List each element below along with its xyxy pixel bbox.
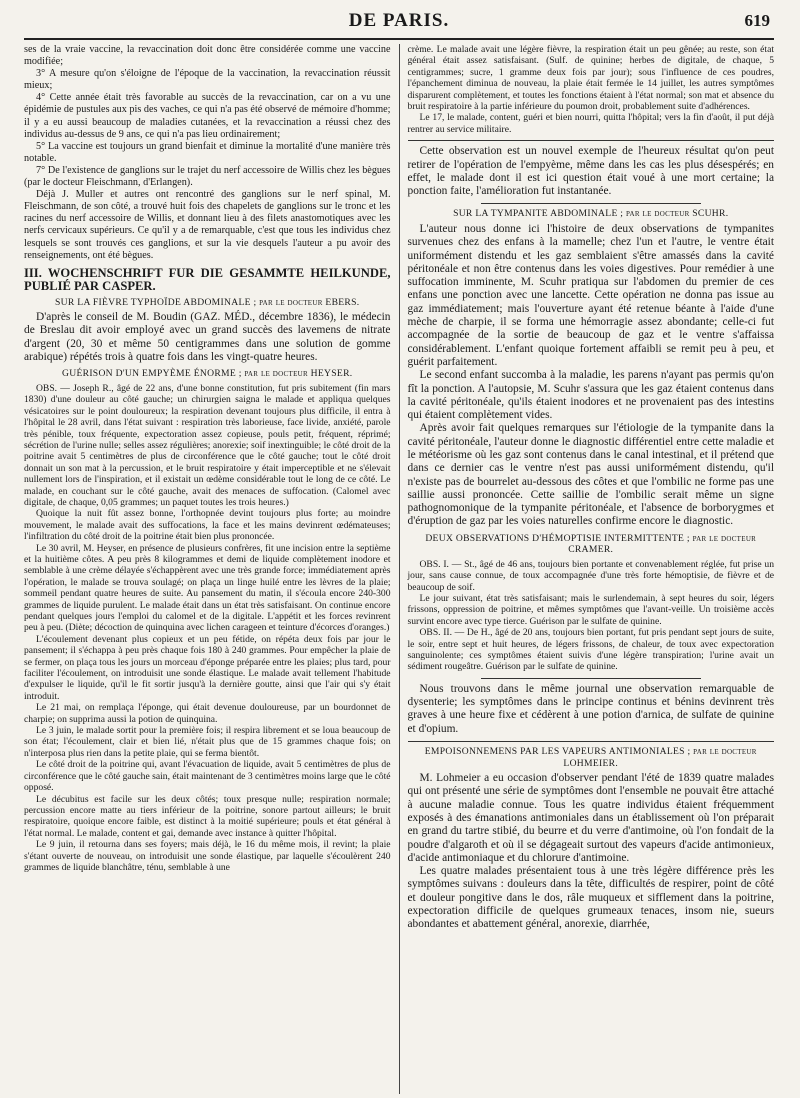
paragraph: 5° La vaccine est toujours un grand bienfait et diminue la mortalité d'une manière très notable. [24, 140, 391, 164]
observation-text: — De H., âgé de 20 ans, toujours bien portant, fut pris pendant sept jours de suite, le soir, entre sept et huit heures, de légers frissons, de chaleur, de toux avec expectoration sanguinolente; ces symptômes étaient suivis d'une légère transpiration; l'urine avait un sédiment rougeâtre. Guérison par le sulfate de quinine. [407, 627, 774, 673]
left-column [24, 44, 399, 1094]
paragraph: Le 17, le malade, content, guéri et bien nourri, quitta l'hôpital; vers la fin d'août, il put déjà rentrer au service militaire. [407, 112, 774, 135]
paragraph: D'après le conseil de M. Boudin (GAZ. MÉD., décembre 1836), le médecin de Breslau dit avoir employé avec un grand succès des lavemens de nitrate d'argent (20, 30 et même 50 centigrammes dans une solution de gomme arabique) répétés trois à quatre fois dans les vingt-quatre heures. [24, 311, 391, 364]
observation-paragraph [408, 559, 775, 593]
text-columns [24, 44, 774, 1094]
page-number: 619 [744, 11, 770, 30]
observation-label: OBS. [36, 382, 58, 394]
paragraph: Le 9 juin, il retourna dans ses foyers; mais déjà, le 16 du même mois, il revint; la plaie s'étant ouverte de nouveau, on introduisit une sonde élastique, par laquelle s'écoulèrent 240 grammes de liquide blanchâtre, ténu, semblable à une [24, 839, 391, 873]
paragraph: ses de la vraie vaccine, la revaccination doit donc être considérée comme une vaccine modifiée; [24, 44, 391, 68]
article-subheading: EMPOISONNEMENS PAR LES VAPEURS ANTIMONIALES ; par le docteur LOHMEIER. [424, 746, 757, 769]
paragraph: Le 3 juin, le malade sortit pour la première fois; il respira librement et se loua beaucoup de son état; l'écoulement, clair et bien lié, n'était plus que de 15 grammes chaque fois; on n'interposa plus rien dans la petite plaie, qui se ferma bientôt. [24, 725, 391, 759]
paragraph: 4° Cette année était très favorable au succès de la revaccination, car on a vu une épidémie de pustules aux pis des vaches, ce qui n'a pas été observé de mémoire d'homme; il y a eu aussi beaucoup de maladies cutanées, et la revaccination a réussi chez des individus au-dessus de 9 ans, ce qui n'a pas lieu ordinairement; [24, 92, 391, 140]
right-column [399, 44, 775, 1094]
paragraph: Le 21 mai, on remplaça l'éponge, qui était devenue douloureuse, par un bourdonnet de charpie; on supprima aussi la potion de quinquina. [24, 702, 391, 725]
observation-text: — Joseph R., âgé de 22 ans, d'une bonne constitution, fut pris subitement (fin mars 1830) d'une douleur au côté gauche; un chirurgien saigna le malade et appliqua quelques vésicatoires sur le point douloureux; la respiration devenant toujours plus difficile, il entra à l'hôpital le 28 avril, dans l'état suivant : respiration très laborieuse, face livide, anxiété, parole très pénible, toux fréquente, expectoration assez copieuse, pouls petit, fréquent, réprimé; sécrétion de l'urine nulle; selles assez régulières; anorexie; soif inextinguible; le côté droit de la poitrine avait 5 centimètres de plus de circonférence que le côté gauche; tout le côté droit donnait un son mat à la percussion, et le bruit respiratoire y était imperceptible et ne s'élevait nullement lors de l'inspiration, et il existait un œdème considérable tout le long de ce côté. Le malade, en couchant sur le côté gauche, avait des menaces de suffocation. (Calomel avec digitale, de chaque, 0,05 grammes; un paquet toutes les trois heures.) [24, 382, 391, 508]
paragraph: L'écoulement devenant plus copieux et un peu fétide, on répéta deux fois par jour le pansement; il s'échappa à peu près chaque fois 180 à 240 grammes. Pour empêcher la plaie de se fermer, on plaça tous les jours un morceau d'éponge préparée entre les plaies; plus tard, pour faciliter l'écoulement, on introduisit une sonde élastique. Le malade avait tellement l'habitude d'expulser le liquide, qu'il le fit sortir jusqu'à la dernière goutte, ainsi que l'air qui s'y était introduit. [24, 633, 391, 702]
page-title: DE PARIS. [348, 10, 450, 31]
paragraph: L'auteur nous donne ici l'histoire de deux observations de tympanites survenues chez des enfans à la mamelle; chez l'un et l'autre, le ventre était uniformément distendu et les gaz semblaient s'être amassés dans la cavité péritonéale et non être contenus dans les voies digestives. Pour remédier à une suffocation imminente, M. Scuhr pratiqua sur l'abdomen du premier de ces enfans une ponction avec une lancette. Cette opération ne donna pas issue au gaz immédiatement; mais l'ouverture ayant été retenue béante à l'aide d'une mèche de charpie, il se forma une hémorragie assez abondante; celle-ci fut accompagnée de la sortie de beaucoup de gaz et le ventre s'affaissa considérablement. L'enfant quoique fortement affaibli se remit peu à peu, et guérit parfaitement. [407, 222, 774, 368]
observation-label: OBS. II. [419, 627, 453, 639]
paragraph: Le second enfant succomba à la maladie, les parens n'ayant pas permis qu'on fît la ponction. A l'autopsie, M. Scuhr s'assura que les gaz étaient contenus dans la cavité péritonéale, qu'ils étaient inodores et ne provenaient pas des intestins qui étaient complètement vides. [407, 369, 774, 422]
paragraph: Le jour suivant, état très satisfaisant; mais le surlendemain, à sept heures du soir, légers frissons, oppression de poitrine, et mêmes symptômes que l'avant-veille. Un troisième accès survint encore avec type tierce. Guérison par le sulfate de quinine. [407, 592, 774, 627]
article-subheading: SUR LA FIÈVRE TYPHOÏDE ABDOMINALE ; par le docteur EBERS. [55, 296, 360, 308]
divider [481, 203, 701, 204]
divider [408, 741, 775, 742]
section-heading: III. WOCHENSCHRIFT FUR DIE GESAMMTE HEILKUNDE, PUBLIÉ PAR CASPER. [24, 265, 391, 293]
article-subheading: GUÉRISON D'UN EMPYÈME ÉNORME ; par le docteur HEYSER. [62, 368, 353, 380]
observation-label: OBS. I. [419, 558, 449, 570]
paragraph: M. Lohmeier a eu occasion d'observer pendant l'été de 1839 quatre malades qui ont présenté une série de symptômes dont l'ensemble ne pouvait être attaché à aucune maladie connue. Tous les quatre individus étaient fréquemment exposés à des émanations antimoniales dans un établissement où l'on préparait en grand du tartre stibié, du beurre et du verre d'antimoine, où l'on fondait de la poudre d'algaroth et où il se dégageait surtout des vapeurs d'acide antimonieux, d'acide antimoniaque et du chlorure d'antimoine. [407, 772, 774, 864]
paragraph: Les quatre malades présentaient tous à une très légère différence près les symptômes suivans : douleurs dans la tête, difficultés de respirer, point de côté et douleur pongitive dans le dos, râle muqueux et sifflement dans la poitrine, expectoration difficile de quelques grumeaux tenaces, insom nie, sueurs abondantes et abattement général, anorexie, diarrhée, [407, 865, 774, 931]
paragraph: Cette observation est un nouvel exemple de l'heureux résultat qu'on peut retirer de l'opération de l'empyème, même dans les cas les plus désespérés; en effet, le malade dont il est ici question était voué à une mort certaine; la ponction faite, l'amélioration fut instantanée. [407, 145, 774, 198]
paragraph: crème. Le malade avait une légère fièvre, la respiration était un peu gênée; au reste, son état général était assez satisfaisant. (Sulf. de quinine; herbes de digitale, de chaque, 5 centigrammes; sucre, 1 gramme deux fois par jour); sous l'influence de ces poudres, l'épanchement diminua de nouveau, la plaie était fermée le 14 juillet, les autres symptômes disparurent complètement, et toutes les fonctions étaient à l'état normal; son mat et absence du bruit respiratoire à la partie inférieure du poumon droit, probablement suite d'adhérences. [407, 44, 774, 113]
paragraph: Quoique la nuit fût assez bonne, l'orthopnée devint toujours plus forte; au moindre mouvement, le malade avait des suffocations, la face et les mains devinrent œdémateuses; l'infiltration du côté droit de la poitrine était bien plus prononcée. [24, 508, 391, 543]
paragraph: Le côté droit de la poitrine qui, avant l'évacuation de liquide, avait 5 centimètres de plus de circonférence que le côté gauche sain, était maintenant de 3 centimètres moins large que le côté opposé. [24, 759, 391, 794]
observation-paragraph [24, 383, 391, 508]
paragraph: Après avoir fait quelques remarques sur l'étiologie de la tympanite dans la cavité péritonéale, l'auteur donne le diagnostic différentiel entre cette maladie et le météorisme où les gaz sont contenus dans le canal intestinal, et il prétend que dans ce dernier cas le ventre n'est pas aussi uniformément distendu, qu'il n'existe pas de bourrelet au-dessous des côtes et que l'ombilic ne forme pas une saillie aussi prononcée. Cette saillie de l'ombilic serait même un signe pathognomonique de la tympanite péritonéale, et l'absence de borborygmes et d'éruption de gaz par les voies naturelles confirme encore le diagnostic. [407, 422, 774, 528]
paragraph: Le décubitus est facile sur les deux côtés; toux presque nulle; respiration normale; percussion encore matte au tiers inférieur de la poitrine, sonore partout ailleurs; le bruit respiratoire, quoique encore faible, est distinct à la moitié supérieure; pouls et état général à l'état normal. Le malade, content et gai, demande avec instance à quitter l'hôpital. [24, 793, 391, 839]
divider [481, 678, 701, 679]
divider [408, 140, 775, 141]
article-subheading: DEUX OBSERVATIONS D'HÉMOPTISIE INTERMITTENTE ; par le docteur CRAMER. [425, 532, 757, 556]
article-subheading: SUR LA TYMPANITE ABDOMINALE ; par le docteur SCUHR. [453, 208, 729, 220]
paragraph: 7° De l'existence de ganglions sur le trajet du nerf accessoire de Willis chez les bègues (par le docteur Fleischmann, d'Erlangen). [24, 164, 391, 189]
running-header [24, 8, 774, 40]
observation-text: — St., âgé de 46 ans, toujours bien portante et convenablement réglée, fut prise un jour, sans cause connue, de toux accompagnée d'une très forte hémoptisie, de fièvre et de beaucoup de soif. [407, 558, 774, 593]
paragraph: Déjà J. Muller et autres ont rencontré des ganglions sur le nerf spinal, M. Fleischmann, de son côté, a trouvé huit fois des chapelets de ganglions sur le tronc et les racines du nerf accessoire de Willis, et donnant lieu à des filets anastomotiques avec les nerfs cervicaux supérieurs. Ce qu'il y a de remarquable, c'est que tous les individus chez lesquels se sont trouvés ces ganglions, et sur la vie desquels l'auteur a pu avoir des renseignements, ont été bègues. [24, 189, 391, 261]
paragraph: 3° A mesure qu'on s'éloigne de l'époque de la vaccination, la revaccination réussit mieux; [24, 68, 391, 92]
paragraph: Le 30 avril, M. Heyser, en présence de plusieurs confrères, fit une incision entre la septième et la huitième côtes. A peu près 8 kilogrammes et demi de liquide complètement inodore et semblable à une crème délayée s'échappèrent avec une très grande force; immédiatement après l'opération, le malade se trouva soulagé; on plaça un linge huilé entre les lèvres de la plaie; sommeil pendant quatre heures de suite. Au pansement du matin, il s'écoula encore 240-300 grammes de liquide purulent. Le malade était dans un état très satisfaisant. On continue encore pendant quelques jours l'emploi du calomel et de la digitale. L'appétit et les forces revinrent peu à peu. (Diète; décoction de quinquina avec lichen carageen et teinture d'écorces d'oranges.) [24, 542, 391, 634]
paragraph: Nous trouvons dans le même journal une observation remarquable de dysenterie; les symptômes dans le principe continus et bénins devinrent très graves à une heure fixe et cédèrent à une potion d'arnica, de sulfate de quinine et d'opium. [407, 682, 774, 735]
observation-paragraph [408, 627, 775, 673]
